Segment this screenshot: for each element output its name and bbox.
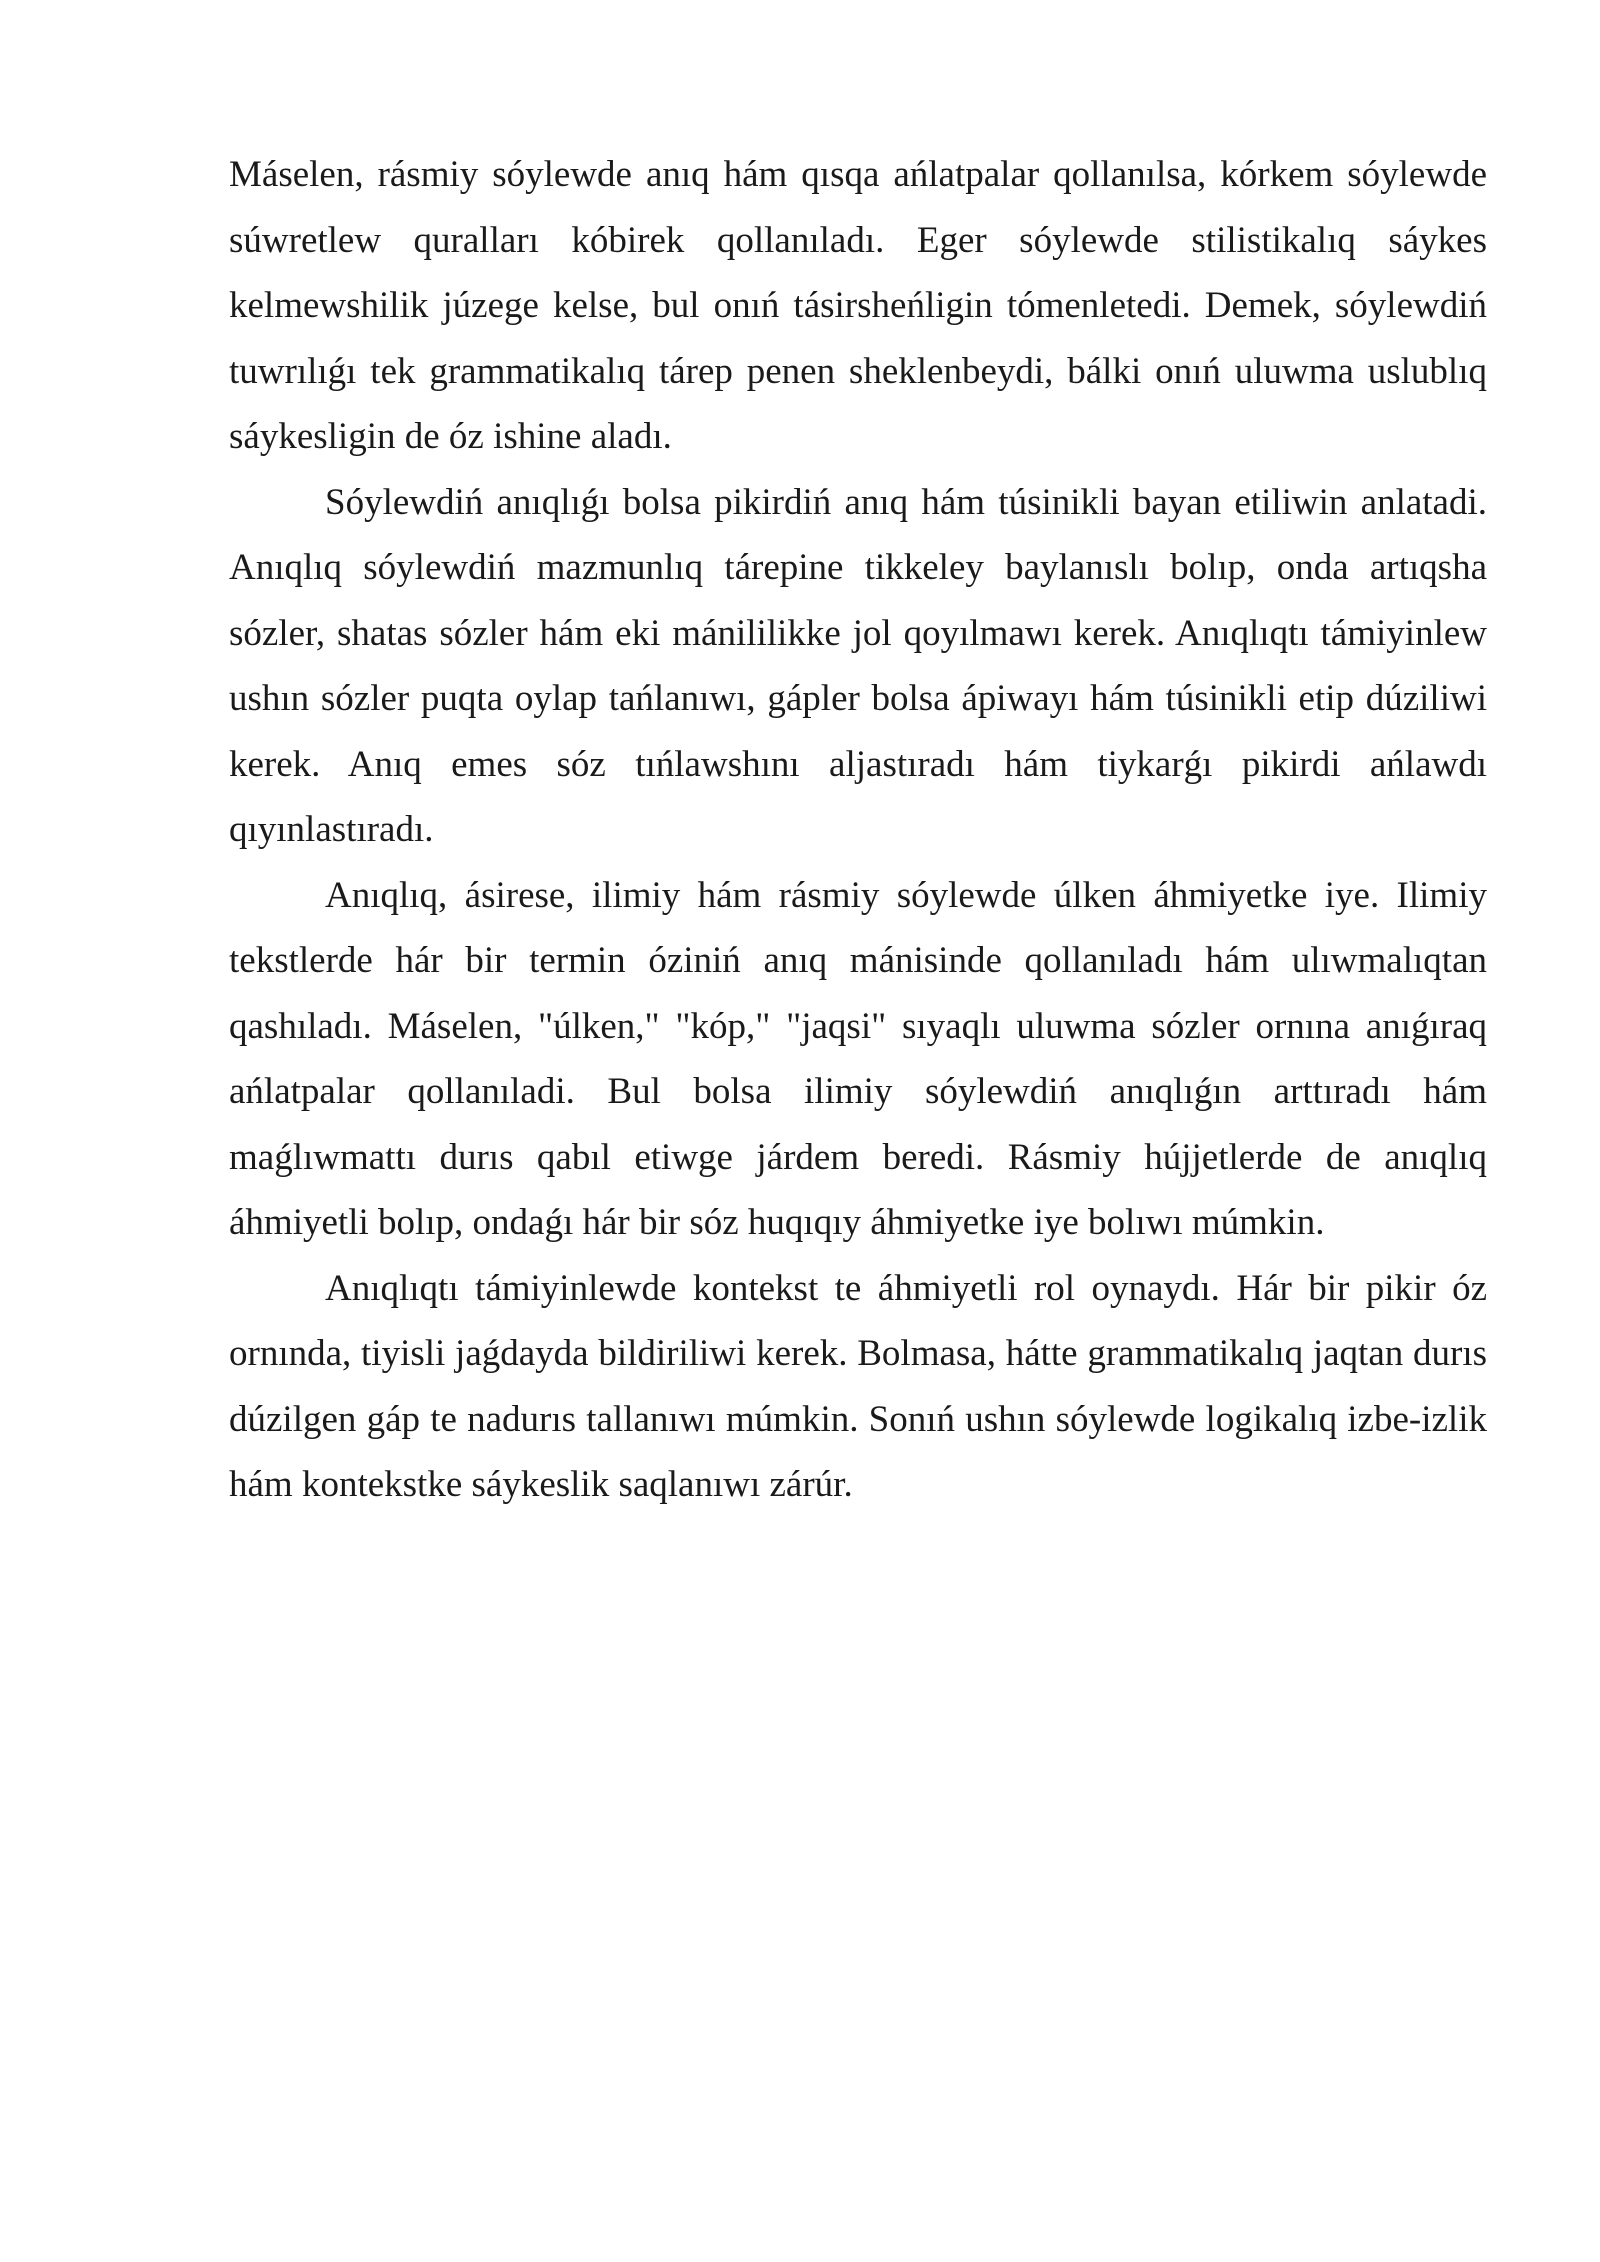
paragraph-context-role: Anıqlıqtı támiyinlewde kontekst te áhmiyetli rol oynaydı. Hár bir pikir óz ornında, tiyisli jaǵdayda bildiriliwi kerek. Bolmasa, hátte grammatikalıq jaqtan durıs dúzilgen gáp te nadurıs tallanıwı múmkin. Sonıń ushın sóylewde logikalıq izbe-izlik hám kontekstke sáykeslik saqlanıwı zárúr. — [229, 1267, 1487, 1505]
document-body — [229, 142, 1487, 1518]
paragraph-scientific-official-speech: Anıqlıq, ásirese, ilimiy hám rásmiy sóylewde úlken áhmiyetke iye. Ilimiy tekstlerde hár bir termin óziniń anıq mánisinde qollanıladı hám ulıwmalıqtan qashıladı. Máselen, "úlken," "kóp," "jaqsi" sıyaqlı uluwma sózler ornına anıǵıraq ańlatpalar qollanıladi. Bul bolsa ilimiy sóylewdiń anıqlıǵın arttıradı hám maǵlıwmattı durıs qabıl etiwge járdem beredi. Rásmiy hújjetlerde de anıqlıq áhmiyetli bolıp, ondaǵı hár bir sóz huqıqıy áhmiyetke iye bolıwı múmkin. — [229, 874, 1487, 1243]
paragraph-accuracy-definition: Sóylewdiń anıqlıǵı bolsa pikirdiń anıq hám túsinikli bayan etiliwin anlatadi. Anıqlıq sóylewdiń mazmunlıq tárepine tikkeley baylanıslı bolıp, onda artıqsha sózler, shatas sózler hám eki mánililikke jol qoyılmawı kerek. Anıqlıqtı támiyinlew ushın sózler puqta oylap tańlanıwı, gápler bolsa ápiwayı hám túsinikli etip dúziliwi kerek. Anıq emes sóz tıńlawshını aljastıradı hám tiykarǵı pikirdi ańlawdı qıyınlastıradı. — [229, 481, 1487, 850]
paragraph-continuation: Máselen, rásmiy sóylewde anıq hám qısqa ańlatpalar qollanılsa, kórkem sóylewde súwretlew quralları kóbirek qollanıladı. Eger sóylewde stilistikalıq sáykes kelmewshilik júzege kelse, bul onıń tásirsheńligin tómenletedi. Demek, sóylewdiń tuwrılıǵı tek grammatikalıq tárep penen sheklenbeydi, bálki onıń uluwma uslublıq sáykesligin de óz ishine aladı. — [229, 154, 1487, 457]
